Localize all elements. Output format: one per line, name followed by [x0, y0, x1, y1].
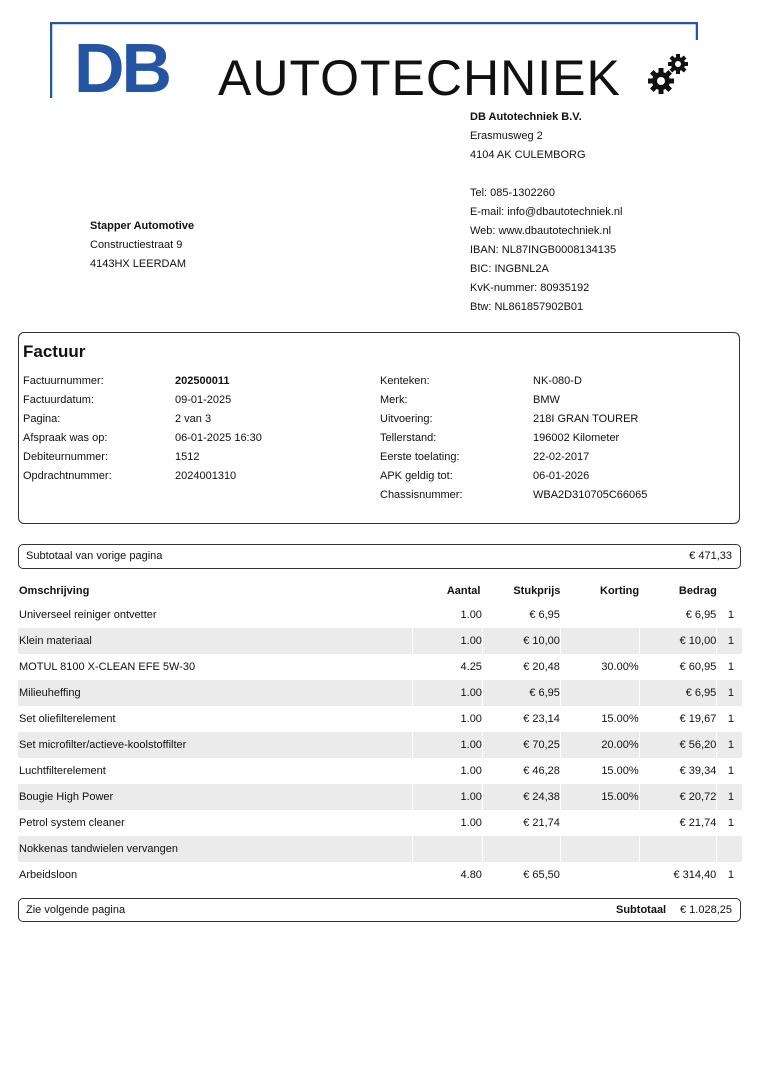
- cell-discount: [560, 836, 639, 862]
- invoice-meta-values: [175, 372, 262, 486]
- invoice-date: 09-01-2025: [175, 394, 232, 406]
- table-row: [18, 758, 742, 784]
- cell-vat-code: 1: [717, 784, 742, 810]
- header-unit-price: Stukprijs: [513, 585, 561, 597]
- invoice-number: 202500011: [175, 375, 230, 387]
- customer-name: Stapper Automotive: [90, 220, 195, 232]
- order-number: 2024001310: [175, 470, 237, 482]
- car-label: Tellerstand:: [380, 432, 437, 444]
- logo-db-text: DB: [74, 29, 170, 107]
- cell-discount: 20.00%: [560, 732, 639, 758]
- customer-street: Constructiestraat 9: [90, 239, 183, 251]
- meta-label: Afspraak was op:: [23, 432, 108, 444]
- cell-description: Universeel reiniger ontvetter: [18, 602, 413, 628]
- vehicle-labels: [380, 372, 463, 505]
- cell-vat-code: 1: [727, 713, 734, 725]
- table-row: [18, 628, 742, 654]
- cell-discount: 30.00%: [560, 654, 639, 680]
- cell-vat-code: 1: [727, 609, 734, 621]
- odometer: 196002 Kilometer: [533, 432, 620, 444]
- cell-quantity: 1.00: [413, 602, 483, 628]
- cell-description: Petrol system cleaner: [18, 810, 413, 836]
- cell-quantity: 1.00: [413, 758, 483, 784]
- cell-description: Arbeidsloon: [18, 862, 413, 888]
- cell-vat-code: 1: [727, 765, 734, 777]
- header-description: Omschrijving: [19, 585, 90, 597]
- table-row: [18, 602, 742, 628]
- cell-discount: [560, 810, 639, 836]
- cell-vat-code: [717, 836, 742, 862]
- cell-quantity: 1.00: [413, 706, 483, 732]
- cell-quantity: 1.00: [413, 810, 483, 836]
- company-kvk: KvK-nummer: 80935192: [470, 282, 590, 294]
- cell-vat-code: 1: [717, 680, 742, 706]
- cell-unit-price: [482, 836, 560, 862]
- cell-unit-price: € 20,48: [482, 654, 560, 680]
- cell-quantity: 4.25: [413, 654, 483, 680]
- meta-label: Opdrachtnummer:: [23, 470, 112, 482]
- company-city: 4104 AK CULEMBORG: [470, 149, 586, 161]
- cell-unit-price: € 24,38: [482, 784, 560, 810]
- cell-discount: [560, 628, 639, 654]
- cell-vat-code: 1: [727, 817, 734, 829]
- logo-wordmark: AUTOTECHNIEK: [218, 50, 621, 106]
- company-bic: BIC: INGBNL2A: [470, 263, 549, 275]
- cell-vat-code: 1: [727, 661, 734, 673]
- cell-unit-price: € 65,50: [482, 862, 560, 888]
- chassis-number: WBA2D310705C66065: [533, 489, 648, 501]
- cell-discount: 15.00%: [560, 706, 639, 732]
- meta-label: Factuurnummer:: [23, 375, 104, 387]
- cell-discount: [560, 602, 639, 628]
- cell-amount: € 21,74: [639, 810, 717, 836]
- cell-unit-price: € 46,28: [482, 758, 560, 784]
- header-amount: Bedrag: [678, 585, 717, 597]
- cell-amount: € 314,40: [639, 862, 717, 888]
- appointment-date: 06-01-2025 16:30: [175, 432, 262, 444]
- cell-description: MOTUL 8100 X-CLEAN EFE 5W-30: [18, 654, 413, 680]
- company-address: [470, 108, 622, 317]
- previous-subtotal-label: Subtotaal van vorige pagina: [26, 550, 163, 562]
- company-street: Erasmusweg 2: [470, 130, 543, 142]
- cell-quantity: 1.00: [413, 784, 483, 810]
- table-row: [18, 680, 742, 706]
- cell-amount: € 19,67: [639, 706, 717, 732]
- next-page-note: Zie volgende pagina: [26, 904, 126, 916]
- company-tel: Tel: 085-1302260: [470, 187, 556, 199]
- cell-quantity: 1.00: [413, 628, 483, 654]
- cell-amount: [639, 836, 717, 862]
- car-label: Uitvoering:: [380, 413, 433, 425]
- cell-amount: € 60,95: [639, 654, 717, 680]
- table-row: [18, 732, 742, 758]
- customer-address: [90, 217, 194, 274]
- meta-label: Pagina:: [23, 413, 61, 425]
- first-registration: 22-02-2017: [533, 451, 590, 463]
- invoice-title: Factuur: [23, 342, 86, 361]
- car-label: Chassisnummer:: [380, 489, 463, 501]
- table-row: [18, 706, 742, 732]
- cell-description: Bougie High Power: [18, 784, 413, 810]
- gears-icon: [646, 50, 692, 96]
- cell-quantity: 1.00: [413, 732, 483, 758]
- cell-discount: [560, 680, 639, 706]
- cell-amount: € 39,34: [639, 758, 717, 784]
- cell-amount: € 6,95: [639, 602, 717, 628]
- cell-unit-price: € 70,25: [482, 732, 560, 758]
- cell-quantity: 4.80: [413, 862, 483, 888]
- car-label: Merk:: [380, 394, 408, 406]
- cell-discount: [560, 862, 639, 888]
- company-web: Web: www.dbautotechniek.nl: [470, 225, 612, 237]
- table-row: [18, 784, 742, 810]
- header-vat: [717, 580, 742, 602]
- car-label: Kenteken:: [380, 375, 430, 387]
- cell-quantity: 1.00: [413, 680, 483, 706]
- apk-valid-until: 06-01-2026: [533, 470, 590, 482]
- car-label: APK geldig tot:: [380, 470, 453, 482]
- license-plate: NK-080-D: [533, 375, 582, 387]
- table-row: [18, 810, 742, 836]
- cell-unit-price: € 6,95: [482, 602, 560, 628]
- table-row: [18, 654, 742, 680]
- cell-description: Set microfilter/actieve-koolstoffilter: [18, 732, 413, 758]
- subtotal-value: € 1.028,25: [680, 904, 732, 916]
- cell-vat-code: 1: [727, 869, 734, 881]
- invoice-lines-table: [18, 580, 742, 888]
- cell-unit-price: € 10,00: [482, 628, 560, 654]
- cell-discount: 15.00%: [560, 784, 639, 810]
- car-brand: BMW: [533, 394, 560, 406]
- cell-unit-price: € 6,95: [482, 680, 560, 706]
- table-row: [18, 836, 742, 862]
- subtotal-label: Subtotaal: [616, 904, 667, 916]
- cell-quantity: [413, 836, 483, 862]
- company-email: E-mail: info@dbautotechniek.nl: [470, 206, 623, 218]
- vehicle-values: [533, 372, 647, 505]
- meta-label: Factuurdatum:: [23, 394, 94, 406]
- cell-unit-price: € 23,14: [482, 706, 560, 732]
- page-indicator: 2 van 3: [175, 413, 212, 425]
- debtor-number: 1512: [175, 451, 200, 463]
- invoice-meta-labels: [23, 372, 112, 486]
- cell-amount: € 6,95: [639, 680, 717, 706]
- cell-discount: 15.00%: [560, 758, 639, 784]
- previous-subtotal-value: € 471,33: [689, 550, 732, 562]
- cell-amount: € 56,20: [639, 732, 717, 758]
- car-model: 218I GRAN TOURER: [533, 413, 639, 425]
- cell-vat-code: 1: [717, 628, 742, 654]
- company-name: DB Autotechniek B.V.: [470, 111, 582, 123]
- table-row: [18, 862, 742, 888]
- cell-description: Milieuheffing: [18, 680, 413, 706]
- cell-vat-code: 1: [717, 732, 742, 758]
- customer-city: 4143HX LEERDAM: [90, 258, 186, 270]
- table-header-row: [18, 580, 742, 602]
- cell-unit-price: € 21,74: [482, 810, 560, 836]
- cell-amount: € 10,00: [639, 628, 717, 654]
- header-quantity: Aantal: [446, 585, 481, 597]
- cell-description: Nokkenas tandwielen vervangen: [18, 836, 413, 862]
- cell-description: Set oliefilterelement: [18, 706, 413, 732]
- cell-amount: € 20,72: [639, 784, 717, 810]
- cell-description: Klein materiaal: [18, 628, 413, 654]
- company-iban: IBAN: NL87INGB0008134135: [470, 244, 617, 256]
- meta-label: Debiteurnummer:: [23, 451, 108, 463]
- header-discount: Korting: [600, 585, 640, 597]
- company-btw: Btw: NL861857902B01: [470, 301, 584, 313]
- cell-description: Luchtfilterelement: [18, 758, 413, 784]
- car-label: Eerste toelating:: [380, 451, 460, 463]
